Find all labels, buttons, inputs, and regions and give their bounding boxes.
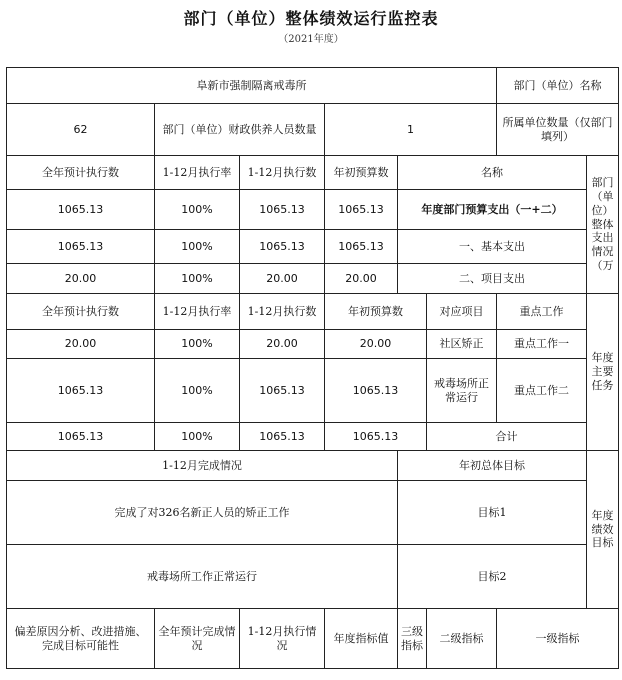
goal-row xyxy=(7,545,619,609)
tasks-header-row xyxy=(7,294,619,330)
goal-status: 戒毒场所工作正常运行 xyxy=(7,545,398,609)
budget-side-label: 部门（单位）整体支出情况（万 xyxy=(587,156,619,294)
performance-table xyxy=(6,67,619,669)
budget-rate: 100% xyxy=(155,230,240,264)
task-rate: 100% xyxy=(155,359,240,423)
budget-rate: 100% xyxy=(155,264,240,294)
tasks-header-rate: 1-12月执行率 xyxy=(155,294,240,330)
budget-executed: 1065.13 xyxy=(240,190,325,230)
tasks-total-row xyxy=(7,423,619,451)
budget-row xyxy=(7,190,619,230)
task-project: 社区矫正 xyxy=(427,330,497,359)
indicator-header-level3: 三级指标 xyxy=(398,609,427,669)
budget-header-rate: 1-12月执行率 xyxy=(155,156,240,190)
budget-executed: 20.00 xyxy=(240,264,325,294)
goal-status: 完成了对326名新正人员的矫正工作 xyxy=(7,481,398,545)
task-forecast: 20.00 xyxy=(7,330,155,359)
indicator-header-executed: 1-12月执行情况 xyxy=(240,609,325,669)
budget-initial: 20.00 xyxy=(325,264,398,294)
budget-row xyxy=(7,230,619,264)
goals-header-status: 1-12月完成情况 xyxy=(7,451,398,481)
unit-name-value: 阜新市强制隔离戒毒所 xyxy=(7,68,497,104)
task-executed: 1065.13 xyxy=(240,359,325,423)
total-rate: 100% xyxy=(155,423,240,451)
budget-header-initial: 年初预算数 xyxy=(325,156,398,190)
tasks-side-label: 年度主要任务 xyxy=(587,294,619,451)
indicator-header-level1: 一级指标 xyxy=(497,609,619,669)
tasks-header-initial: 年初预算数 xyxy=(325,294,427,330)
budget-forecast: 20.00 xyxy=(7,264,155,294)
task-rate: 100% xyxy=(155,330,240,359)
budget-rate: 100% xyxy=(155,190,240,230)
budget-initial: 1065.13 xyxy=(325,190,398,230)
goal-label: 目标1 xyxy=(398,481,587,545)
page-subtitle: （2021年度） xyxy=(278,34,344,45)
budget-forecast: 1065.13 xyxy=(7,190,155,230)
indicators-header-row xyxy=(7,609,619,669)
goal-label: 目标2 xyxy=(398,545,587,609)
tasks-header-project: 对应项目 xyxy=(427,294,497,330)
budget-row xyxy=(7,264,619,294)
indicator-header-forecast: 全年预计完成情况 xyxy=(155,609,240,669)
staff-count-label: 部门（单位）财政供养人员数量 xyxy=(155,104,325,156)
indicator-header-target: 年度指标值 xyxy=(325,609,398,669)
task-executed: 20.00 xyxy=(240,330,325,359)
task-project: 戒毒场所正常运行 xyxy=(427,359,497,423)
budget-name: 年度部门预算支出（一+二） xyxy=(398,190,587,230)
task-initial: 20.00 xyxy=(325,330,427,359)
budget-initial: 1065.13 xyxy=(325,230,398,264)
goal-row xyxy=(7,481,619,545)
tasks-header-forecast: 全年预计执行数 xyxy=(7,294,155,330)
tasks-header-work: 重点工作 xyxy=(497,294,587,330)
page-title: 部门（单位）整体绩效运行监控表 xyxy=(183,9,439,28)
budget-header-name: 名称 xyxy=(398,156,587,190)
staff-count-value: 62 xyxy=(7,104,155,156)
goals-header-goal: 年初总体目标 xyxy=(398,451,587,481)
tasks-header-executed: 1-12月执行数 xyxy=(240,294,325,330)
counts-row xyxy=(7,104,619,156)
budget-name: 一、基本支出 xyxy=(398,230,587,264)
task-row xyxy=(7,330,619,359)
indicator-header-deviation: 偏差原因分析、改进措施、完成目标可能性 xyxy=(7,609,155,669)
total-forecast: 1065.13 xyxy=(7,423,155,451)
total-executed: 1065.13 xyxy=(240,423,325,451)
budget-header-forecast: 全年预计执行数 xyxy=(7,156,155,190)
total-initial: 1065.13 xyxy=(325,423,427,451)
unit-name-label: 部门（单位）名称 xyxy=(497,68,619,104)
task-forecast: 1065.13 xyxy=(7,359,155,423)
budget-header-row xyxy=(7,156,619,190)
unit-name-row xyxy=(7,68,619,104)
total-label: 合计 xyxy=(427,423,587,451)
task-initial: 1065.13 xyxy=(325,359,427,423)
indicator-header-level2: 二级指标 xyxy=(427,609,497,669)
budget-forecast: 1065.13 xyxy=(7,230,155,264)
task-work: 重点工作二 xyxy=(497,359,587,423)
sub-unit-count-label: 所属单位数量（仅部门填列） xyxy=(497,104,619,156)
budget-name: 二、项目支出 xyxy=(398,264,587,294)
task-work: 重点工作一 xyxy=(497,330,587,359)
goals-header-row xyxy=(7,451,619,481)
budget-header-executed: 1-12月执行数 xyxy=(240,156,325,190)
goals-side-label: 年度绩效目标 xyxy=(587,451,619,609)
task-row xyxy=(7,359,619,423)
budget-executed: 1065.13 xyxy=(240,230,325,264)
sub-unit-count-value: 1 xyxy=(325,104,497,156)
